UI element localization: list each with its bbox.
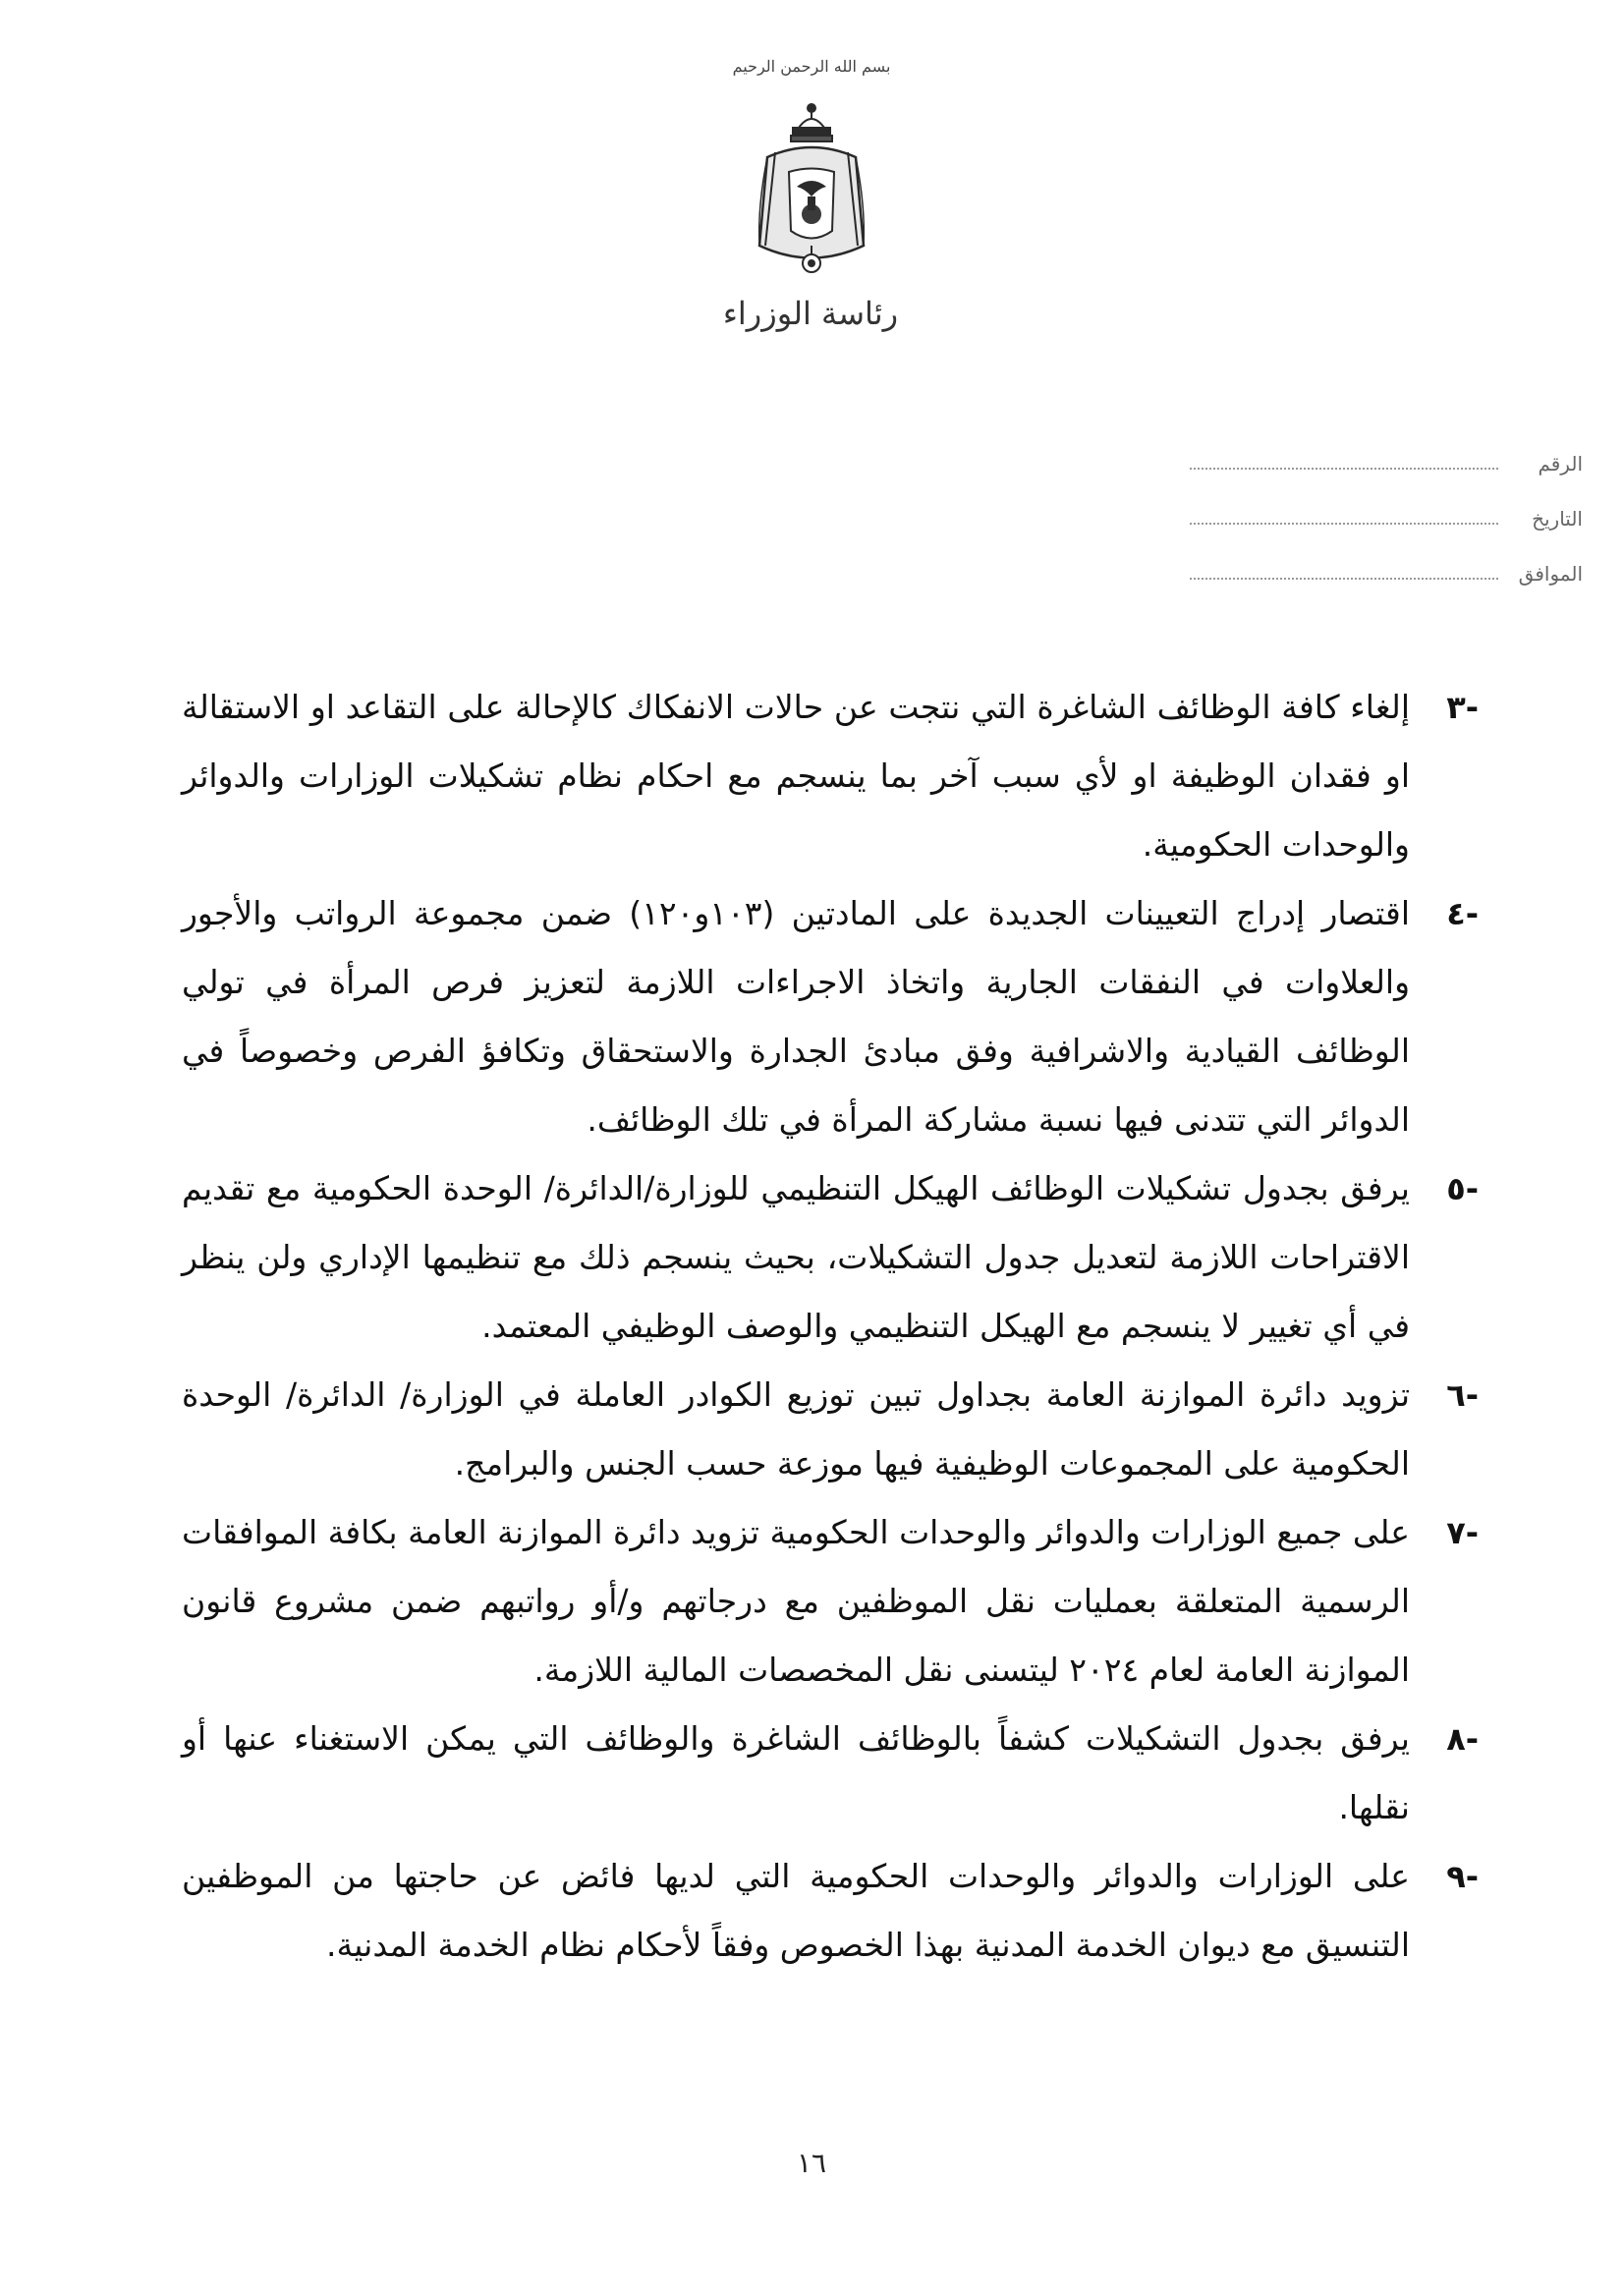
reference-corresponding-row [1190, 531, 1583, 586]
reference-date-line [1190, 521, 1498, 525]
basmala-calligraphy: بسم الله الرحمن الرحيم [732, 57, 891, 76]
item-number: -٧ [1446, 1514, 1479, 1551]
reference-date-label: التاريخ [1532, 507, 1583, 531]
item-text: تزويد دائرة الموازنة العامة بجداول تبين توزيع الكوادر العاملة في الوزارة/ الدائرة/ الوحدة الحكومية على المجموعات الوظيفية فيها موزعة حسب الجنس والبرامج. [182, 1375, 1410, 1483]
reference-corresponding-label: الموافق [1518, 562, 1583, 586]
list-item [44, 1498, 1479, 1705]
item-number: -٥ [1446, 1170, 1479, 1207]
reference-corresponding-line [1190, 576, 1498, 580]
item-number: -٩ [1446, 1858, 1479, 1895]
item-text: يرفق بجدول تشكيلات الوظائف الهيكل التنظيمي للوزارة/الدائرة/ الوحدة الحكومية مع تقديم الاقتراحات اللازمة لتعديل جدول التشكيلات، بحيث ينسجم ذلك مع تنظيمها الإداري ولن ينظر في أي تغيير لا ينسجم مع الهيكل التنظيمي والوصف الوظيفي المعتمد. [182, 1169, 1410, 1345]
list-item [44, 1842, 1479, 1980]
list-item [44, 1705, 1479, 1842]
reference-fields [1190, 420, 1583, 586]
list-item [44, 1154, 1479, 1361]
list-item [44, 879, 1479, 1154]
reference-number-line [1190, 466, 1498, 470]
item-text: يرفق بجدول التشكيلات كشفاً بالوظائف الشاغرة والوظائف التي يمكن الاستغناء عنها أو نقلها. [182, 1719, 1410, 1826]
item-text: اقتصار إدراج التعيينات الجديدة على المادتين (١٠٣و١٢٠) ضمن مجموعة الرواتب والأجور والعلاوات في النفقات الجارية واتخاذ الاجراءات اللازمة لتعزيز فرص المرأة في تولي الوظائف القيادية والاشرافية وفق مبادئ الجدارة والاستحقاق وتكافؤ الفرص وخصوصاً في الدوائر التي تتدنى فيها نسبة مشاركة المرأة في تلك الوظائف. [182, 894, 1410, 1139]
item-text: على الوزارات والدوائر والوحدات الحكومية التي لديها فائض عن حاجتها من الموظفين التنسيق مع ديوان الخدمة المدنية بهذا الخصوص وفقاً لأحكام نظام الخدمة المدنية. [182, 1857, 1410, 1964]
item-text: إلغاء كافة الوظائف الشاغرة التي نتجت عن حالات الانفكاك كالإحالة على التقاعد او الاستقالة او فقدان الوظيفة او لأي سبب آخر بما ينسجم مع احكام نظام تشكيلات الوزارات والدوائر والوحدات الحكومية. [182, 688, 1410, 864]
item-number: -٤ [1446, 895, 1479, 932]
list-item [44, 1361, 1479, 1498]
reference-number-label: الرقم [1538, 452, 1583, 476]
page-number: ١٦ [796, 2147, 827, 2179]
document-body [44, 673, 1479, 1980]
item-number: -٨ [1446, 1720, 1479, 1758]
reference-date-row [1190, 476, 1583, 531]
jordan-coat-of-arms-icon [748, 98, 875, 285]
list-item [44, 673, 1479, 879]
item-number: -٣ [1446, 689, 1479, 726]
item-number: -٦ [1446, 1376, 1479, 1414]
item-text: على جميع الوزارات والدوائر والوحدات الحكومية تزويد دائرة الموازنة العامة بكافة الموافقات الرسمية المتعلقة بعمليات نقل الموظفين مع درجاتهم و/أو رواتبهم ضمن مشروع قانون الموازنة العامة لعام ٢٠٢٤ ليتسنى نقل المخصصات المالية اللازمة. [182, 1513, 1410, 1689]
organization-name: رئاسة الوزراء [722, 295, 899, 332]
reference-number-row [1190, 420, 1583, 476]
